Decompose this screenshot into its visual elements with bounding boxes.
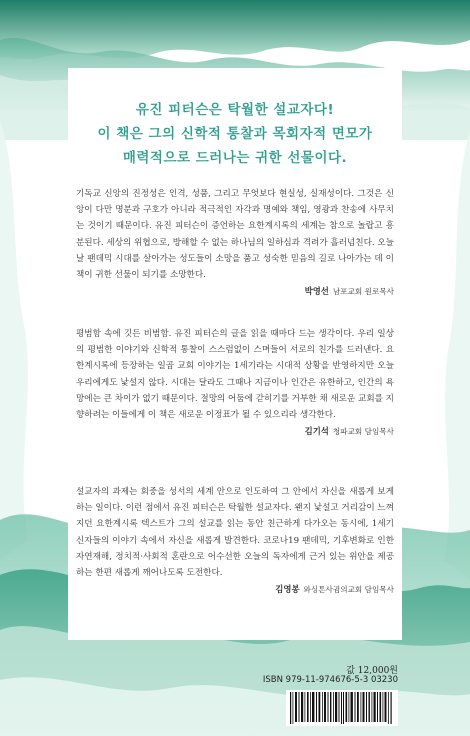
endorsement-2: [76, 326, 394, 437]
endorsement-3: [76, 484, 394, 595]
isbn-label: ISBN 979-11-974676-5-3 03230: [262, 675, 398, 685]
price-label: 값 12,000원: [346, 666, 398, 676]
endorsement-signature: [76, 285, 394, 297]
endorser-role: 남포교회 원로목사: [332, 287, 394, 297]
endorsement-signature: [76, 583, 394, 595]
endorsement-text: 평범함 속에 깃든 비범함. 유진 피터슨의 글을 읽을 때마다 드는 생각이다. 우리 일상의 평범한 이야기와 신학적 통찰이 스스럼없이 스며들어 서로의 친가를 드러낸다. 요한계시록에 등장하는 일곱 교회 이야기는 1세기라는 시대적 상황을 반영하지만 오늘 우리에게도 낯설지 않다. 시대는 달라도 그때나 지금이나 인간은 유한하고, 인간의 욕망에는 큰 차이가 없기 때문이다. 절망의 어둠에 갇히기를 거부한 채 새로운 교회를 지향하려는 이들에게 이 책은 새로운 이정표가 될 수 있으리라 생각한다.: [76, 329, 394, 421]
endorser-name: 김영봉: [275, 584, 300, 595]
endorser-name: 김기석: [304, 426, 329, 437]
headline-line-2: 이 책은 그의 신학적 통찰과 목회자적 면모가: [97, 126, 373, 142]
endorser-role: 청파교회 담임목사: [332, 427, 394, 437]
endorsement-1: [76, 186, 394, 297]
endorser-role: 와싱톤사귐의교회 담임목사: [303, 585, 394, 595]
headline: [68, 98, 402, 170]
endorsement-text: 기독교 신앙의 진정성은 인격, 성품, 그리고 무엇보다 현실성, 실재성이다. 그것은 신앙이 다만 명분과 구호가 아니라 적극적인 자각과 명예와 책임, 영광과 찬송에 사무치는 것이기 때문이다. 유진 피터슨이 증언하는 요한계시록의 세계는 참으로 놀랍고 흥분된다. 세상의 위협으로, 방해할 수 없는 하나님의 일하심과 격려가 흘러넘친다. 오늘날 팬데믹 시대를 살아가는 성도들이 소망을 품고 성숙한 믿음의 길로 나아가는 데 이 책이 귀한 선물이 되기를 소망한다.: [76, 189, 394, 281]
endorsement-text: 설교자의 과제는 회중을 성서의 세계 안으로 인도하여 그 안에서 자신을 새롭게 보게 하는 일이다. 이런 점에서 유진 피터슨은 탁월한 설교자다. 왠지 낯설고 거리감이 느껴지던 요한계시록 텍스트가 그의 설교를 읽는 동안 친근하게 다가오는 동시에, 1세기 신자들의 이야기 속에서 자신을 새롭게 발견한다. 코로나19 팬데믹, 기후변화로 인한 자연재해, 정치적·사회적 혼란으로 어수선한 오늘의 독자에게 근거 있는 위안을 제공하는 한편 새롭게 깨어나도록 도전한다.: [76, 487, 394, 579]
isbn-barcode: [286, 690, 398, 726]
text-panel: [68, 68, 402, 640]
headline-line-3: 매력적으로 드러나는 귀한 선물이다.: [122, 150, 348, 166]
headline-line-1: 유진 피터슨은 탁월한 설교자다!: [135, 102, 335, 118]
endorser-name: 박영선: [304, 286, 329, 297]
endorsement-signature: [76, 425, 394, 437]
